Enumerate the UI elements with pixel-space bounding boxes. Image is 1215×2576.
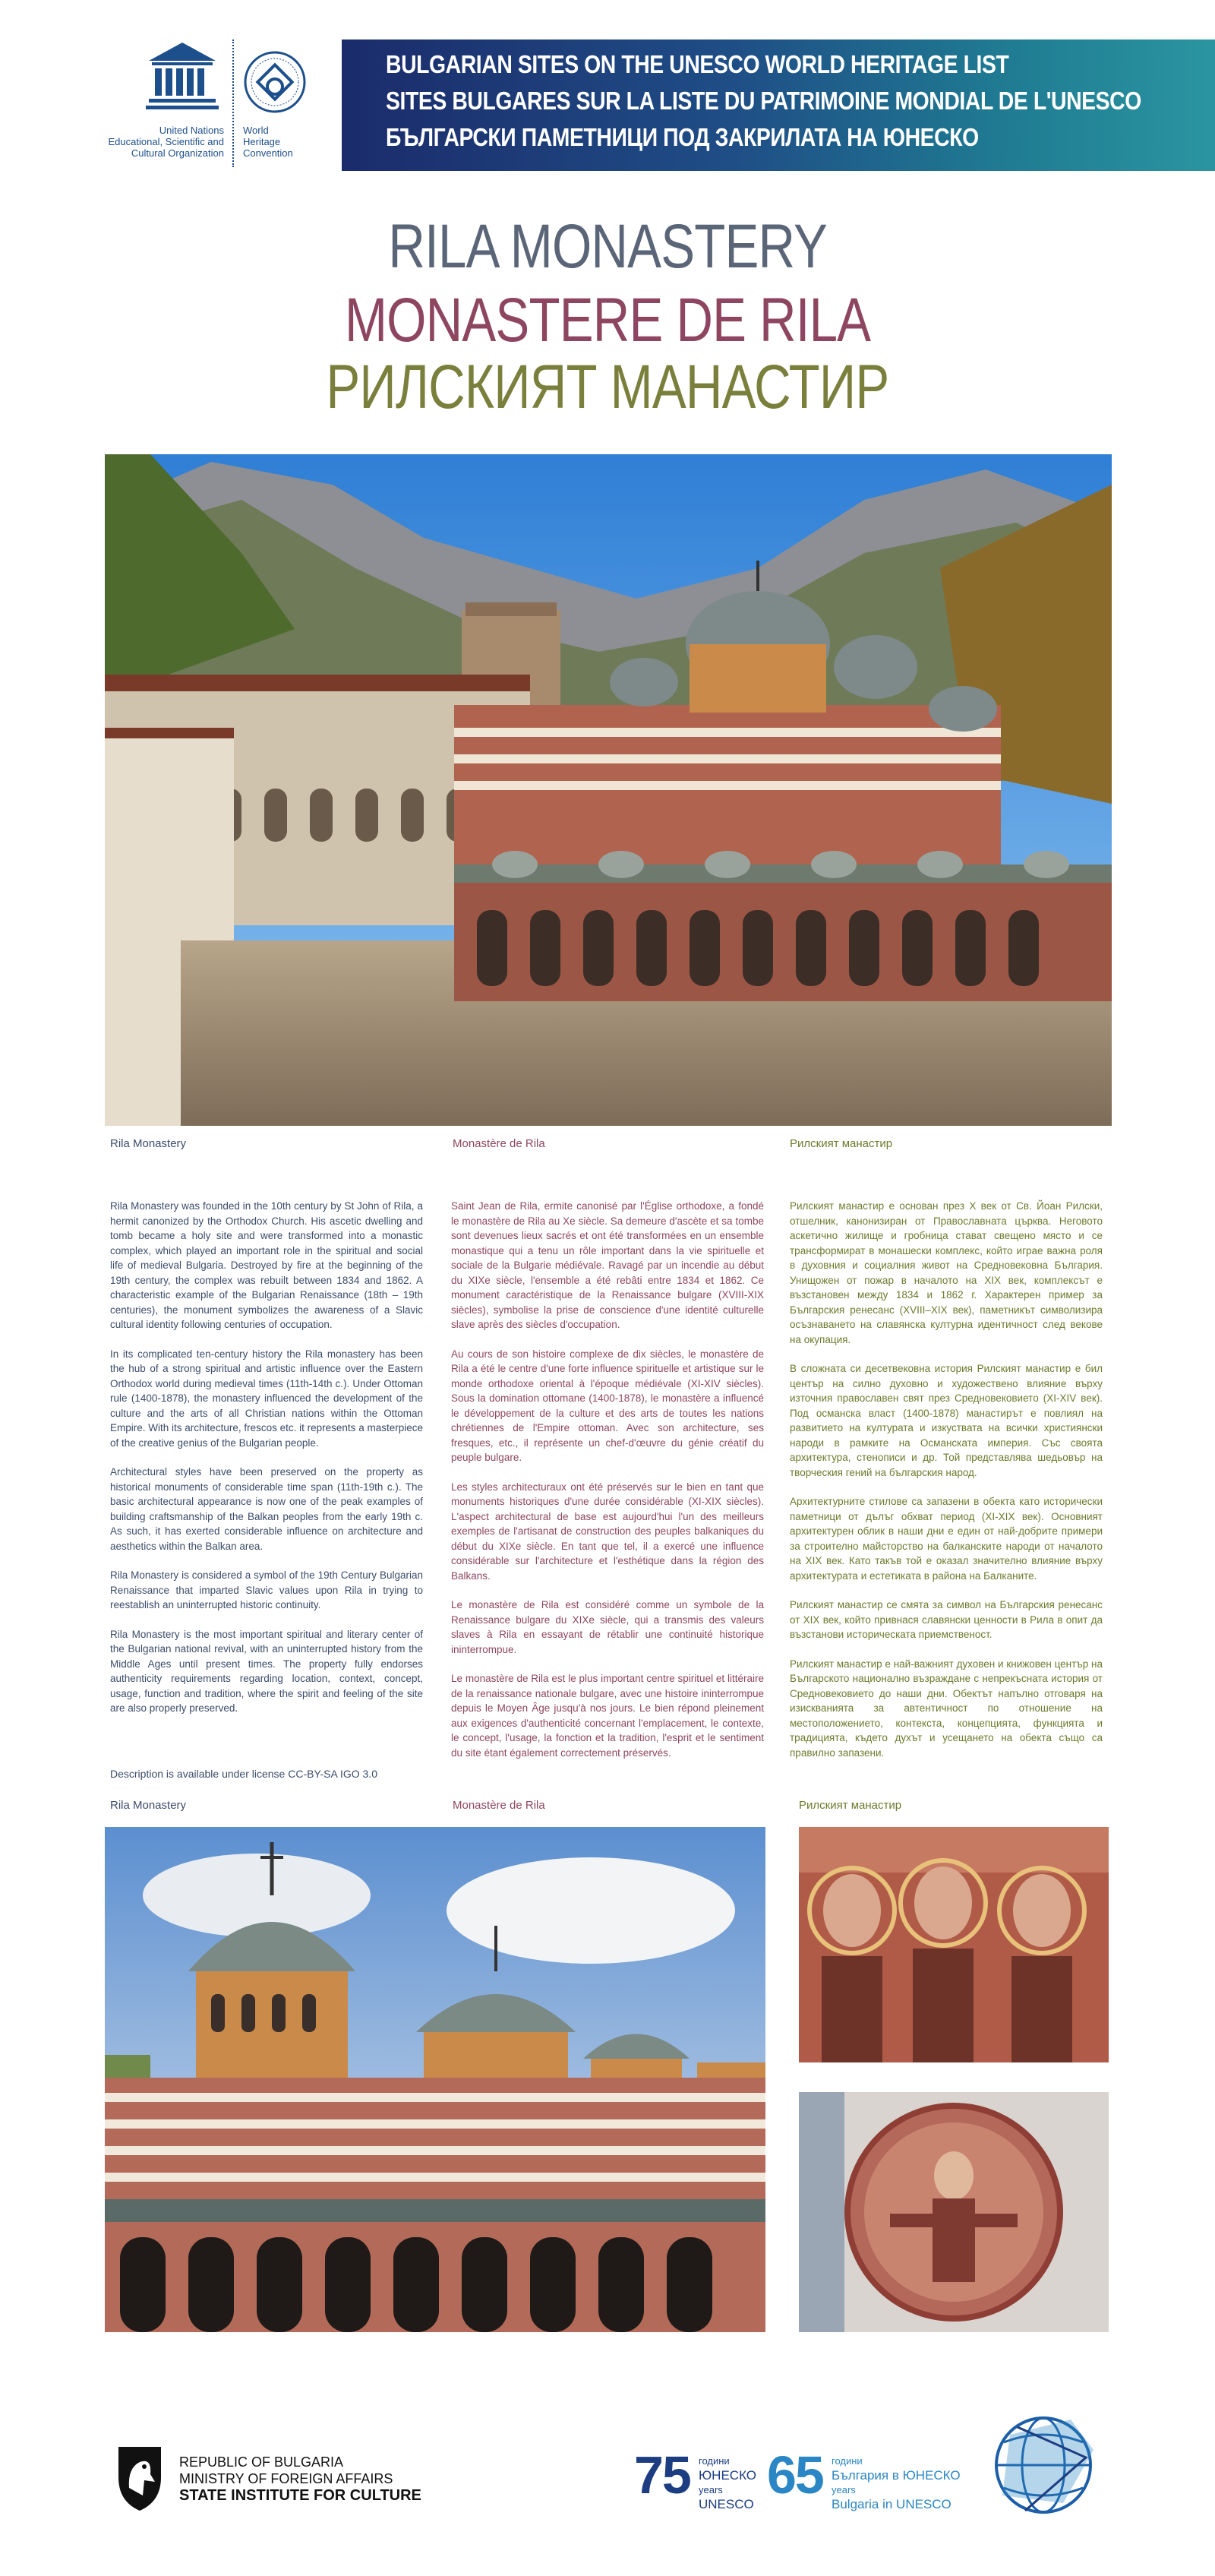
anniversary-65-label: години България в ЮНЕСКО years Bulgaria in UNESCO [832,2455,961,2511]
paragraph: Rila Monastery was founded in the 10th century by St John of Rila, a hermit canonized by the Orthodox Church. His ascetic dwelling and tomb became a holy site and were transformed into a monastic complex, which played an important role in the spiritual and social life of medieval Bulgaria. Destroyed by fire at the beginning of the 19th century, the complex was rebuilt between 1834 and 1862. A characteristic example of the Bulgarian Renaissance (18th – 19th centuries), the monument symbolizes the awareness of a Slavic cultural identity following centuries of occupation. [110,1200,423,1330]
paragraph: Рилският манастир е основан през X век от Св. Йоан Рилски, отшелник, канонизиран от Православната църква. Неговото аскетично жилище и гробница стават свещено място и се трансформират в монашески комплекс, който играе важна роля в духовния и социалния живот на Средновековна България. Унищожен от пожар в началото на XIX век, комплексът е възстановен между 1834 и 1862 г. Характерен пример за Българския ренесанс (XVIII–XIX век), паметникът символизира осъзнаването на славянска културна идентичност след векове на окупация. [790,1200,1103,1345]
footer-organization: REPUBLIC OF BULGARIA MINISTRY OF FOREIGN AFFAIRS STATE INSTITUTE FOR CULTURE [179,2454,421,2504]
unesco-org-name: United Nations Educational, Scientific and Cultural Organization [108,125,224,159]
description-bg [790,1199,1103,1775]
globe-logo-icon [980,2404,1107,2518]
paragraph: Rila Monastery is the most important spiritual and literary center of the Bulgarian national revival, with an uninterrupted history from the Middle Ages until present times. The property fully endorses authenticity requirements regarding location, context, concept, usage, function and tradition, where the spirit and feeling of the site are also properly preserved. [110,1628,423,1714]
paragraph: В сложната си десетвековна история Рилският манастир е бил център на силно духовно и художествено влияние върху източния православен свят през Средновековието (XI-XIV век). Под османска власт (1400-1878) манастирът е повлиял на развитието на културата и изкуствата на всички християнски народи в рамките на Османската империя. Със своята архитектура, стенописи и др. Той представлява шедьовър на творческия гений на българския народ. [790,1363,1103,1478]
bulgaria-coat-of-arms-icon [111,2442,169,2512]
caption-fr-2: Monastère de Rila [453,1799,545,1812]
anniversary-65-number: 65 [767,2445,823,2505]
logo-divider [232,40,234,167]
caption-en-2: Rila Monastery [110,1799,187,1812]
description-fr [451,1199,764,1775]
page-title-bg: РИЛСКИЯТ МАНАСТИР [326,352,889,422]
banner-title-en: BULGARIAN SITES ON THE UNESCO WORLD HERITAGE LIST [386,50,1009,78]
fresco-saints-photo [799,1827,1109,2062]
page-title-en: RILA MONASTERY [388,212,827,281]
paragraph: Le monastère de Rila est le plus important centre spirituel et littéraire de la renaissance nationale bulgare, avec une histoire ininterrompue depuis le Moyen Âge jusqu'à nos jours. Le bien répond pleinement aux exigences d'authenticité concernant l'emplacement, le contexte, le concept, l'usage, la fonction et la tradition, l'esprit et le sentiment du site étant également correctement préservés. [451,1673,764,1759]
whc-name: World Heritage Convention [243,125,293,159]
caption-bg: Рилският манастир [790,1137,893,1150]
header-banner [342,40,1215,171]
unesco-logo [144,40,220,115]
monastery-courtyard-photo [105,454,1112,1126]
logo-block [91,40,319,169]
paragraph: In its complicated ten-century history the Rila monastery has been the hub of a strong spiritual and artistic influence over the Eastern Orthodox world during medieval times (11th-14th c.). Under Ottoman rule (1400-1878), the monastery influenced the development of the culture and the arts of all Christian nations within the Ottoman Empire. With its architecture, frescos etc. it represents a masterpiece of the creative genius of the Bulgarian people. [110,1348,423,1449]
church-domes-photo [105,1827,765,2332]
paragraph: Архитектурните стилове са запазени в обекта като исторически паметници от дълъг обхват период (XI-XIX век). Основният архитектурен облик в наши дни е един от най-добрите примери за строително майсторство на балканските народи от началото на XIX век. Като такъв той е оказал значително влияние върху архитектурата и естетиката в района на Балканите. [790,1496,1103,1582]
caption-fr: Monastère de Rila [453,1137,545,1150]
world-heritage-emblem-icon [243,50,307,114]
paragraph: Les styles architecturaux ont été préservés sur le bien en tant que monuments historiques d'une durée considérable (XI-XIX siècles). L'aspect architectural de base est aujourd'hui l'un des meilleurs exemples de l'artisanat de construction des peuples balkaniques du début du XIXe siècle. En tant que tel, il a exercé une influence considérable sur l'architecture et l'esthétique dans la région des Balkans. [451,1481,764,1582]
paragraph: Le monastère de Rila est considéré comme un symbole de la Renaissance bulgare du XIXe siècle, qui a transmis des valeurs slaves à Rila en essayant de rétablir une continuité historique ininterrompue. [451,1599,764,1655]
fresco-medallion-photo [799,2092,1109,2332]
caption-en: Rila Monastery [110,1137,187,1150]
license-note: Description is available under license CC-BY-SA IGO 3.0 [110,1768,377,1780]
paragraph: Rila Monastery is considered a symbol of the 19th Century Bulgarian Renaissance that imparted Slavic values upon Rila in trying to reestablish an uninterrupted historic continuity. [110,1569,423,1610]
paragraph: Saint Jean de Rila, ermite canonisé par l'Église orthodoxe, a fondé le monastère de Rila au Xe siècle. Sa demeure d'ascète et sa tombe sont devenues lieux sacrés et ont été transformées en un ensemble monastique qui a tenu un rôle important dans la vie spirituelle et sociale de la Bulgarie médiévale. Ravagé par un incendie au début du XIXe siècle, l'ensemble a été rebâti entre 1834 et 1862. Ce monument caractéristique de la Renaissance bulgare (XVIII-XIX siècles), symbolise la prise de conscience d'une identité culturelle slave après des siècles d'occupation. [451,1200,764,1330]
banner-title-bg: БЪЛГАРСКИ ПАМЕТНИЦИ ПОД ЗАКРИЛАТА НА ЮНЕСКО [386,123,979,151]
paragraph: Architectural styles have been preserved on the property as historical monuments of considerable time span (11th-19th c.). The basic architectural appearance is now one of the peak examples of building craftsmanship of the Balkan peoples from the early 19th c. As such, it has exerted considerable influence on architecture and aesthetics within the Balkan area. [110,1466,423,1552]
anniversary-75-label: години ЮНЕСКО years UNESCO [699,2455,757,2511]
paragraph: Рилският манастир е най-важният духовен и книжовен център на Българското национално възраждане с непрекъсната история от Средновековието до наши дни. Обектът напълно отговаря на изискванията за автентичност по отношение на местоположението, контекста, концепцията, функцията и традицията, където духът и усещането на обекта също са правилно запазени. [790,1658,1103,1759]
description-en [110,1199,423,1731]
banner-title-fr: SITES BULGARES SUR LA LISTE DU PATRIMOINE MONDIAL DE L'UNESCO [386,87,1141,115]
caption-bg-2: Рилският манастир [799,1799,902,1812]
paragraph: Рилският манастир се смята за символ на Българския ренесанс от XIX век, който привнася славянски ценности в Рила в опит да възстанови историческата приемственост. [790,1599,1103,1640]
paragraph: Au cours de son histoire complexe de dix siècles, le monastère de Rila a été le centre d'une forte influence spirituelle et artistique sur le monde orthodoxe oriental à l'époque médiévale (XI-XIV siècles). Sous la domination ottomane (1400-1878), le monastère a influencé le développement de la culture et des arts de toutes les nations chrétiennes de l'Empire ottoman. Avec son architecture, ses fresques, etc., il représente un chef-d'œuvre du génie créatif du peuple bulgare. [451,1348,764,1463]
anniversary-75-number: 75 [634,2445,690,2505]
page-title-fr: MONASTERE DE RILA [344,286,871,355]
